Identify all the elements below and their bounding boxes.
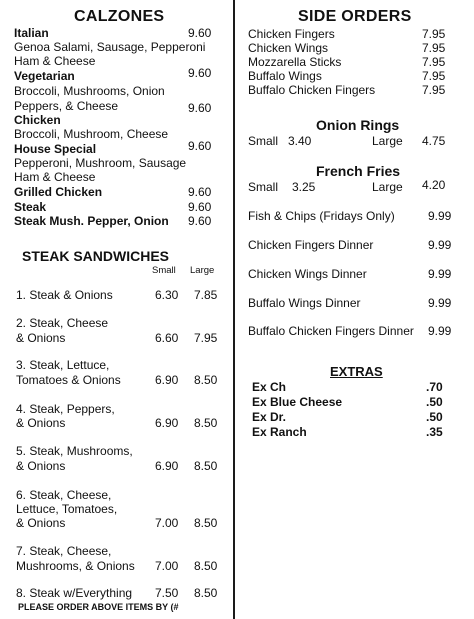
sandwich-line: & Onions [16,516,66,530]
calzone-desc: Genoa Salami, Sausage, Pepperoni [14,40,206,54]
dinner-name: Chicken Fingers Dinner [248,238,374,252]
sandwich-small-price: 7.50 [155,586,179,600]
sandwich-large-price: 7.85 [194,288,218,302]
sandwich-large-price: 8.50 [194,416,218,430]
sandwich-line: 7. Steak, Cheese, [16,544,112,558]
calzone-price: 9.60 [188,200,212,214]
calzone-desc: Peppers, & Cheese [14,99,119,113]
sandwich-large-price: 8.50 [194,586,218,600]
side-orders-title: SIDE ORDERS [298,8,412,25]
dinner-price: 9.99 [428,324,452,338]
calzone-price: 9.60 [188,66,212,80]
calzone-desc: Pepperoni, Mushroom, Sausage [14,156,187,170]
calzone-name: Grilled Chicken [14,185,103,199]
extra-name: Ex Ranch [252,425,307,439]
dinner-name: Chicken Wings Dinner [248,267,367,281]
sandwich-small-price: 6.90 [155,373,179,387]
calzone-name: House Special [14,142,97,156]
calzone-price: 9.60 [188,26,212,40]
onion-rings-large-label: Large [372,134,403,148]
dinner-name: Buffalo Wings Dinner [248,296,361,310]
calzone-price: 9.60 [188,185,212,199]
calzone-price: 9.60 [188,214,212,228]
dinner-name: Fish & Chips (Fridays Only) [248,209,395,223]
dinner-price: 9.99 [428,267,452,281]
side-order-price: 7.95 [422,83,446,97]
column-divider [233,0,235,619]
calzone-price: 9.60 [188,101,212,115]
calzone-desc: Ham & Cheese [14,170,96,184]
sandwich-line: 4. Steak, Peppers, [16,402,115,416]
sandwich-line: 1. Steak & Onions [16,288,113,302]
sandwich-large-price: 8.50 [194,373,218,387]
sandwich-line: 8. Steak w/Everything [16,586,133,600]
extra-name: Ex Dr. [252,410,287,424]
sandwich-small-price: 6.90 [155,459,179,473]
extras-title: EXTRAS [330,364,383,379]
sandwich-small-price: 6.90 [155,416,179,430]
sandwich-line: & Onions [16,416,66,430]
side-order-name: Buffalo Wings [248,69,322,83]
dinner-price: 9.99 [428,209,452,223]
french-fries-large-price: 4.20 [422,178,446,192]
sandwich-line: 2. Steak, Cheese [16,316,109,330]
side-order-price: 7.95 [422,41,446,55]
sandwich-line: Tomatoes & Onions [16,373,121,387]
dinner-name: Buffalo Chicken Fingers Dinner [248,324,414,338]
side-order-name: Mozzarella Sticks [248,55,342,69]
sandwich-line: & Onions [16,459,66,473]
side-order-name: Chicken Wings [248,41,329,55]
sandwich-small-price: 7.00 [155,559,179,573]
french-fries-title: French Fries [316,163,401,179]
extra-price: .50 [426,410,443,424]
calzone-name: Vegetarian [14,69,75,83]
onion-rings-large-price: 4.75 [422,134,446,148]
sandwich-line: 6. Steak, Cheese, [16,488,112,502]
small-header: Small [152,265,176,276]
sandwich-large-price: 8.50 [194,516,218,530]
sandwich-line: Lettuce, Tomatoes, [16,502,118,516]
sandwich-line: 5. Steak, Mushrooms, [16,444,133,458]
side-order-price: 7.95 [422,55,446,69]
sandwich-small-price: 6.30 [155,288,179,302]
calzone-price: 9.60 [188,139,212,153]
onion-rings-small-price: 3.40 [288,134,312,148]
sandwich-line: & Onions [16,331,66,345]
sandwich-large-price: 8.50 [194,559,218,573]
dinner-price: 9.99 [428,296,452,310]
sandwich-small-price: 6.60 [155,331,179,345]
calzone-name: Chicken [14,113,61,127]
extra-price: .35 [426,425,443,439]
onion-rings-title: Onion Rings [316,117,400,133]
calzone-desc: Ham & Cheese [14,54,96,68]
large-header: Large [190,265,215,276]
french-fries-small-label: Small [248,180,279,194]
steak-sandwiches-title: STEAK SANDWICHES [22,248,170,264]
sandwich-small-price: 7.00 [155,516,179,530]
side-order-price: 7.95 [422,27,446,41]
french-fries-large-label: Large [372,180,403,194]
calzone-name: Italian [14,26,49,40]
calzones-title: CALZONES [74,8,165,25]
calzone-desc: Broccoli, Mushroom, Cheese [14,127,169,141]
calzone-name: Steak [14,200,47,214]
calzone-name: Steak Mush. Pepper, Onion [14,214,169,228]
sandwich-line: Mushrooms, & Onions [16,559,135,573]
extra-name: Ex Blue Cheese [252,395,343,409]
extra-name: Ex Ch [252,380,287,394]
side-order-price: 7.95 [422,69,446,83]
calzone-desc: Broccoli, Mushrooms, Onion [14,84,165,98]
extra-price: .70 [426,380,443,394]
french-fries-small-price: 3.25 [292,180,316,194]
extra-price: .50 [426,395,443,409]
onion-rings-small-label: Small [248,134,279,148]
side-order-name: Chicken Fingers [248,27,335,41]
order-footer: PLEASE ORDER ABOVE ITEMS BY (# [18,602,179,612]
dinner-price: 9.99 [428,238,452,252]
sandwich-line: 3. Steak, Lettuce, [16,358,110,372]
side-order-name: Buffalo Chicken Fingers [248,83,376,97]
sandwich-large-price: 8.50 [194,459,218,473]
sandwich-large-price: 7.95 [194,331,218,345]
